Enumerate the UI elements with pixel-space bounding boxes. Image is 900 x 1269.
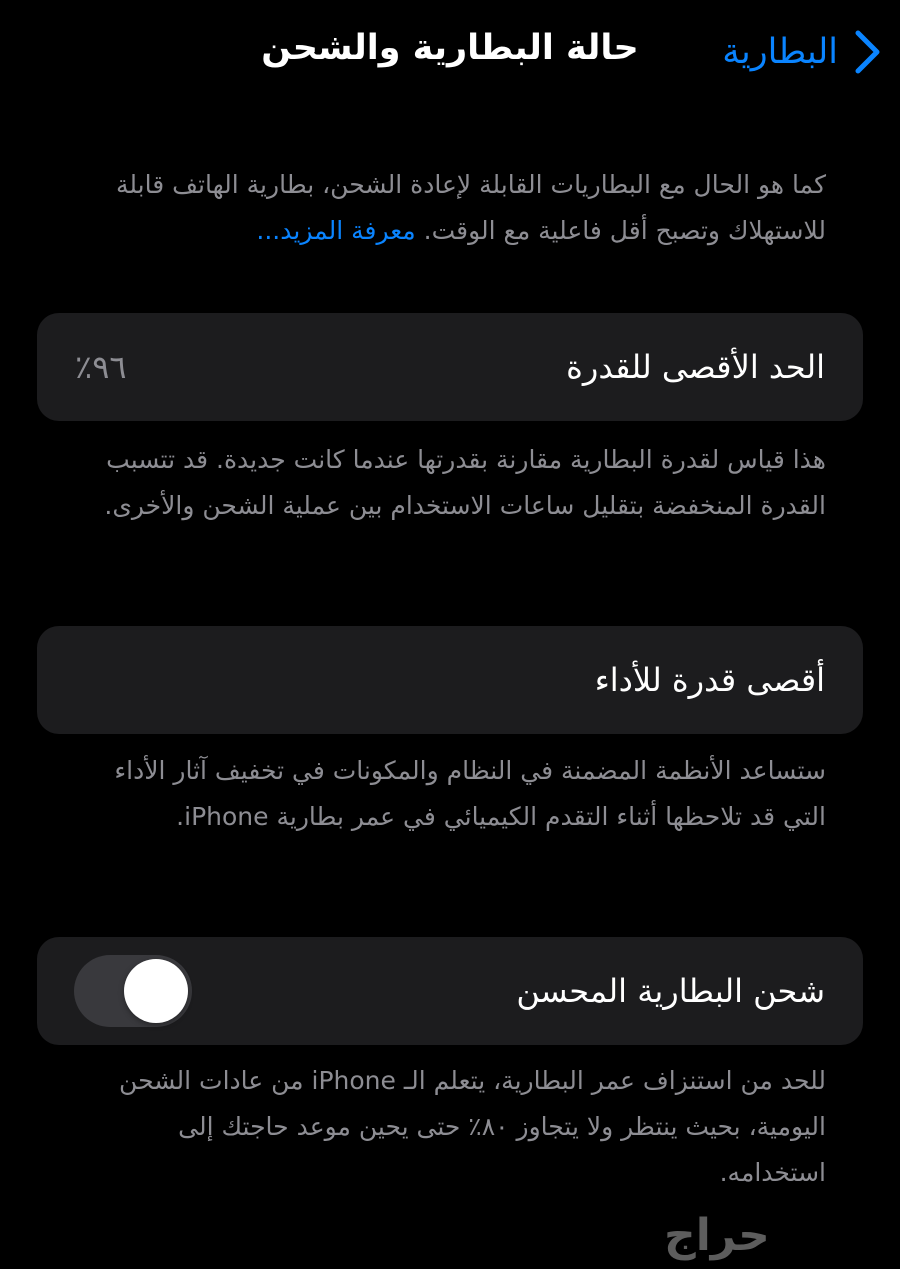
intro-text: كما هو الحال مع البطاريات القابلة لإعادة الشحن، بطارية الهاتف قابلة للاستهلاك وتصبح أقل فاعلية مع الوقت. xyxy=(116,170,826,245)
maximum-capacity-label: الحد الأقصى للقدرة xyxy=(566,348,825,386)
maximum-capacity-value: ٩٦٪ xyxy=(75,348,127,386)
navigation-bar xyxy=(0,0,900,100)
chevron-right-icon xyxy=(852,28,882,76)
learn-more-link[interactable]: معرفة المزيد... xyxy=(256,216,416,245)
toggle-knob xyxy=(124,959,188,1023)
peak-performance-note: ستساعد الأنظمة المضمنة في النظام والمكونات في تخفيف آثار الأداء التي قد تلاحظها أثناء التقدم الكيميائي في عمر بطارية iPhone. xyxy=(114,756,826,831)
back-button[interactable] xyxy=(722,24,882,80)
optimized-charging-label: شحن البطارية المحسن xyxy=(516,972,825,1010)
back-button-label: البطارية xyxy=(722,32,838,72)
intro-note xyxy=(90,162,826,254)
optimized-charging-note: للحد من استنزاف عمر البطارية، يتعلم الـ iPhone من عادات الشحن اليومية، بحيث ينتظر ولا يتجاوز ٨٠٪ حتى يحين موعد حاجتك إلى استخدامه. xyxy=(119,1066,826,1187)
optimized-charging-toggle[interactable] xyxy=(74,955,192,1027)
peak-performance-label: أقصى قدرة للأداء xyxy=(594,661,825,699)
haraj-watermark-logo: حراج xyxy=(664,1210,770,1261)
maximum-capacity-note: هذا قياس لقدرة البطارية مقارنة بقدرتها عندما كانت جديدة. قد تتسبب القدرة المنخفضة بتقليل ساعات الاستخدام بين عملية الشحن والأخرى. xyxy=(104,445,826,520)
maximum-capacity-cell xyxy=(37,313,863,421)
page-title: حالة البطارية والشحن xyxy=(261,28,639,68)
optimized-charging-cell xyxy=(37,937,863,1045)
peak-performance-cell xyxy=(37,626,863,734)
